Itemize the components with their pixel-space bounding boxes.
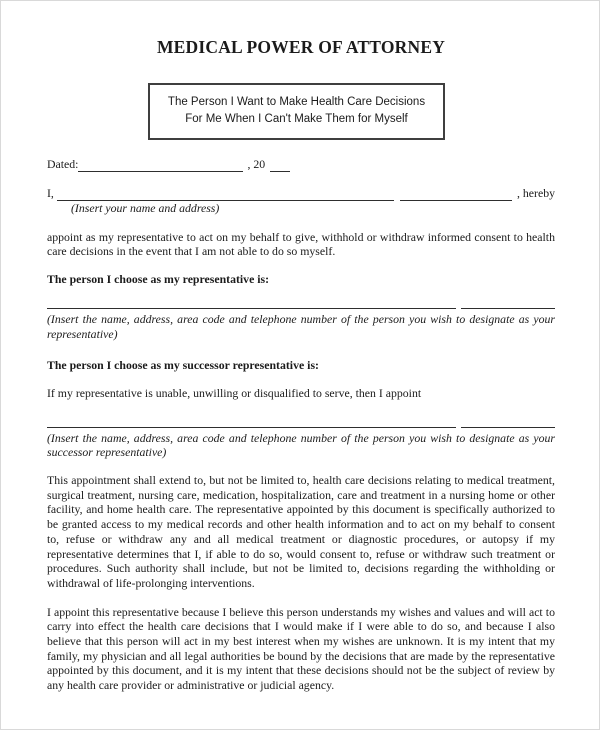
notice-line-1: The Person I Want to Make Health Care Decisions [167,96,426,108]
successor-intro: If my representative is unable, unwilling or disqualified to serve, then I appoint [47,385,422,400]
dated-label: Dated: [47,157,79,172]
declaration-row [47,186,555,201]
representative-blank-1[interactable] [47,299,456,309]
successor-hint: (Insert the name, address, area code and telephone number of the person you wish to designate as your successor representative) [47,430,555,460]
representative-hint: (Insert the name, address, area code and telephone number of the person you wish to designate as your representative) [47,311,555,341]
notice-line-2: For Me When I Can't Make Them for Myself [185,113,408,125]
representative-heading: The person I choose as my representative is: [47,272,270,287]
declaration-suffix: , hereby [517,186,555,201]
successor-blank-2[interactable] [461,418,555,428]
dated-year-blank-line[interactable] [270,162,290,172]
document-title: MEDICAL POWER OF ATTORNEY [156,37,446,57]
successor-blank-row [47,415,555,428]
representative-blank-row [47,296,555,309]
dated-blank-line[interactable] [78,162,243,172]
appoint-paragraph: appoint as my representative to act on my behalf to give, withhold or withdraw informed consent to health care decisions in the event that I am not able to do so myself. [47,229,555,259]
scope-paragraph: This appointment shall extend to, but not be limited to, health care decisions relating to medical treatment, surgical treatment, nursing care, medication, hospitalization, care and treatment in a nursing home or other facility, and home health care. The representative appointed by this document is specifically authorized to be granted access to my medical records and other health information and to act on my behalf to consent to, refuse or withdraw any and all medical treatment or diagnostic procedures, or autopsy if my representative determines that I, if able to do so, would consent to, refuse or withdraw such treatment or procedures. Such authority shall include, but not be limited to, decisions regarding the withholding or withdrawal of life-prolonging interventions. [47,473,555,590]
representative-blank-2[interactable] [461,299,555,309]
successor-blank-1[interactable] [47,418,456,428]
declaration-prefix: I, [47,186,54,201]
successor-heading: The person I choose as my successor representative is: [47,358,319,373]
name-address-blank-1[interactable] [57,191,394,201]
name-address-hint: (Insert your name and address) [71,201,220,215]
dated-row [47,157,555,172]
notice-box [148,83,445,140]
intent-paragraph: I appoint this representative because I believe this person understands my wishes and values and will act to carry into effect the health care decisions that I would make if I were able to do so, and because I also believe that this person will act in my best interest when my wishes are unknown. It is my intent that my family, my physician and all legal authorities be bound by the decisions that are made by the representative appointed by this document, and it is my intent that these decisions should not be the subject of review by any health care provider or administrative or judicial agency. [47,604,555,693]
name-address-blank-2[interactable] [400,191,512,201]
dated-year-text: , 20 [247,157,266,172]
